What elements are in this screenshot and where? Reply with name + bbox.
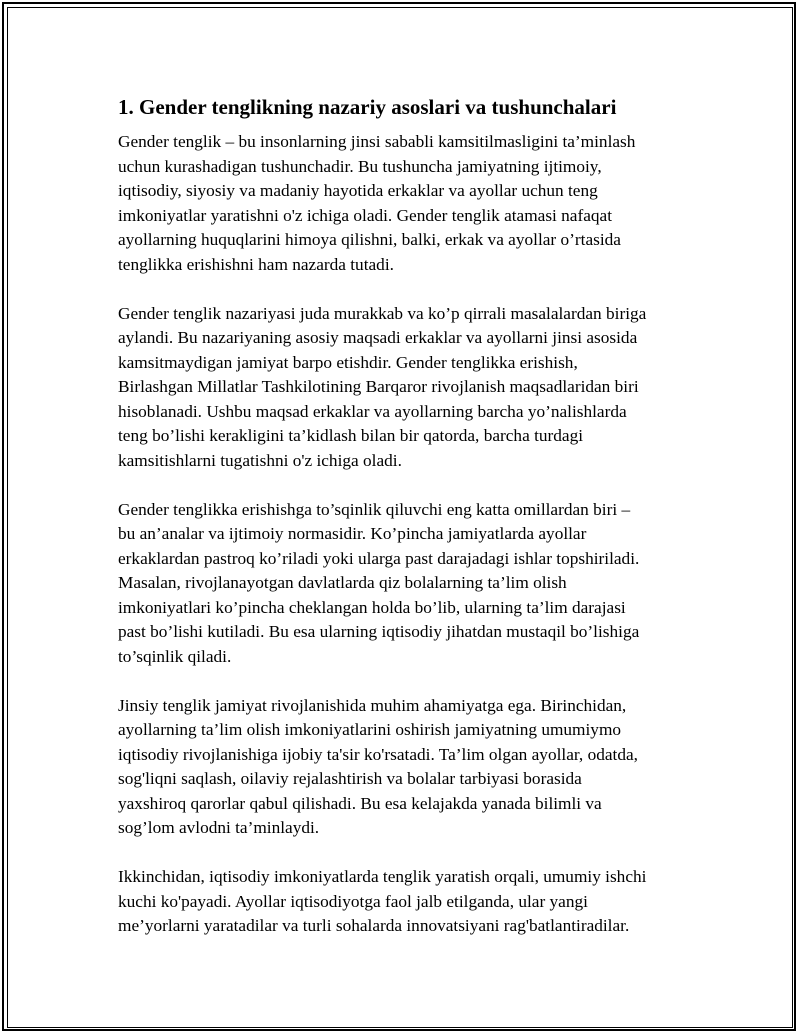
document-body <box>118 92 690 963</box>
text-line: sog'liqni saqlash, oilaviy rejalashtirish va bolalar tarbiyasi borasida <box>118 769 582 788</box>
text-line: erkaklardan pastroq ko’riladi yoki ularga past darajadagi ishlar topshiriladi. <box>118 548 640 568</box>
text-line: teng bo’lishi kerakligini ta’kidlash bilan bir qatorda, barcha turdagi <box>118 426 584 445</box>
text-line: imkoniyatlari ko’pincha cheklangan holda bo’lib, ularning ta’lim darajasi <box>118 597 626 617</box>
text-line: Gender tenglik – bu insonlarning jinsi sababli kamsitilmasligini ta’minlash <box>118 132 636 151</box>
text-line: Gender tenglik nazariyasi juda murakkab va ko’p qirrali masalalardan biriga <box>118 303 647 323</box>
text-line: Ikkinchidan, iqtisodiy imkoniyatlarda tenglik yaratish orqali, umumiy ishchi <box>118 867 647 886</box>
text-line: hisoblanadi. Ushbu maqsad erkaklar va ayollarning barcha yo’nalishlarda <box>118 401 627 421</box>
paragraph-4 <box>118 694 690 841</box>
paragraph-1 <box>118 130 690 277</box>
text-line: ayollarning ta’lim olish imkoniyatlarini oshirish jamiyatning umumiymo <box>118 720 622 739</box>
text-line: past bo’lishi kutiladi. Bu esa ularning iqtisodiy jihatdan mustaqil bo’lishiga <box>118 622 640 641</box>
text-line: Jinsiy tenglik jamiyat rivojlanishida muhim ahamiyatga ega. Birinchidan, <box>118 695 627 715</box>
paragraph-2 <box>118 302 690 474</box>
text-line: kamsitishlarni tugatishni o'z ichiga oladi. <box>118 450 402 470</box>
text-line: kamsitmaydigan jamiyat barpo etishdir. Gender tenglikka erishish, <box>118 352 578 372</box>
text-line: bu an’analar va ijtimoiy normasidir. Ko’pincha jamiyatlarda ayollar <box>118 524 587 543</box>
text-line: yaxshiroq qarorlar qabul qilishadi. Bu esa kelajakda yanada bilimli va <box>118 793 602 813</box>
text-line: ayollarning huquqlarini himoya qilishni, balki, erkak va ayollar o’rtasida <box>118 230 621 249</box>
text-line: uchun kurashadigan tushunchadir. Bu tushuncha jamiyatning ijtimoiy, <box>118 156 602 176</box>
text-line: me’yorlarni yaratadilar va turli sohalarda innovatsiyani rag'batlantiradilar. <box>118 916 630 935</box>
text-line: iqtisodiy, siyosiy va madaniy hayotida erkaklar va ayollar uchun teng <box>118 181 598 200</box>
text-line: imkoniyatlar yaratishni o'z ichiga oladi. Gender tenglik atamasi nafaqat <box>118 205 613 225</box>
paragraph-5 <box>118 865 690 939</box>
text-line: to’sqinlik qiladi. <box>118 646 232 666</box>
text-line: aylandi. Bu nazariyaning asosiy maqsadi erkaklar va ayollarni jinsi asosida <box>118 328 638 347</box>
text-line: Gender tenglikka erishishga to’sqinlik qiluvchi eng katta omillardan biri – <box>118 499 631 519</box>
text-line: Birlashgan Millatlar Tashkilotining Barqaror rivojlanish maqsadlaridan biri <box>118 377 639 396</box>
text-line: kuchi ko'payadi. Ayollar iqtisodiyotga faol jalb etilganda, ular yangi <box>118 891 588 911</box>
text-line: tenglikka erishishni ham nazarda tutadi. <box>118 254 394 274</box>
paragraph-3 <box>118 498 690 670</box>
text-line: iqtisodiy rivojlanishiga ijobiy ta'sir ko'rsatadi. Ta’lim olgan ayollar, odatda, <box>118 744 638 764</box>
text-line: sog’lom avlodni ta’minlaydi. <box>118 818 320 837</box>
text-line: Masalan, rivojlanayotgan davlatlarda qiz bolalarning ta’lim olish <box>118 573 567 592</box>
section-heading: 1. Gender tenglikning nazariy asoslari va tushunchalari <box>118 95 617 119</box>
